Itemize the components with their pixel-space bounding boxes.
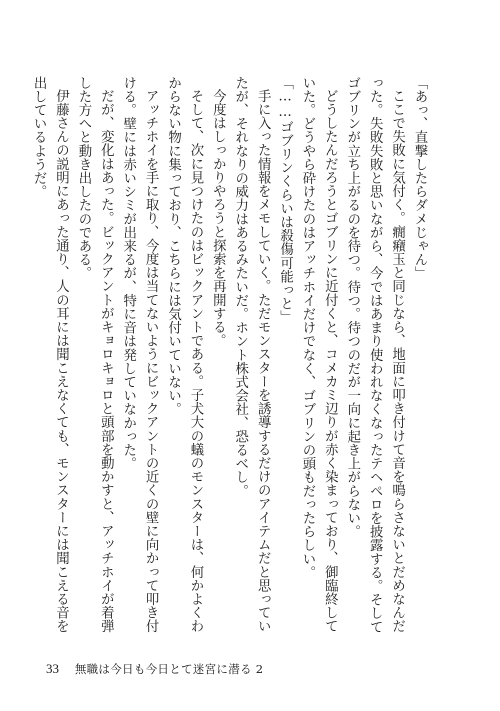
page-footer — [46, 662, 263, 676]
paragraph-9: だが、変化はあった。ビックアントがキョロキョロと頭部を動かすと、アッチホイが着弾した方へと動き出したのである。 — [75, 76, 114, 634]
paragraph-4: 「……ゴブリンくらいは殺傷可能っと」 — [277, 76, 293, 324]
paragraph-2: ここで失敗に気付く。癇癪玉と同じなら、地面に叩き付けて音を鳴らさないとだめなんだった。失敗失敗と思いながら、今ではあまり使われなくなったテヘペロを披露する。そしてゴブリンが立ち上がるのを待つ。待つ。待つのだが一向に起き上がらない。 — [344, 76, 405, 634]
paragraph-6: 今度はしっかりやろうと探索を再開する。 — [210, 89, 226, 348]
paragraph-10: 伊藤さんの説明にあった通り、人の耳には聞こえなくても、モンスターには聞こえる音を出しているようだ。 — [31, 76, 69, 634]
paragraph-7: そして、次に見つけたのはビックアントである。子犬大の蟻のモンスターは、何かよくわからない物に集っており、こちらには気付いていない。 — [165, 76, 203, 634]
paragraph-3: どうしたんだろうとゴブリンに近付くと、コメカミ辺りが赤く染まっており、御臨終していた。どうやら砕けたのはアッチホイだけでなく、ゴブリンの頭もだったらしい。 — [299, 76, 338, 634]
vertical-text-block — [27, 76, 430, 636]
running-title: 無職は今日も今日とて迷宮に潜る 2 — [74, 662, 264, 676]
page-number: 33 — [46, 661, 59, 676]
paragraph-5: 手に入った情報をメモしていく。ただモンスターを誘導するだけのアイテムだと思っていたが、それなりの威力はあるみたいだ。ホント株式会社、恐るべし。 — [232, 76, 271, 634]
paragraph-8: アッチホイを手に取り、今度は当てないようにビックアントの近くの壁に向かって叩き付ける。壁には赤いシミが出来るが、特に音は発していなかった。 — [120, 76, 159, 634]
paragraph-1: 「あっ、直撃したらダメじゃん」 — [412, 76, 427, 280]
